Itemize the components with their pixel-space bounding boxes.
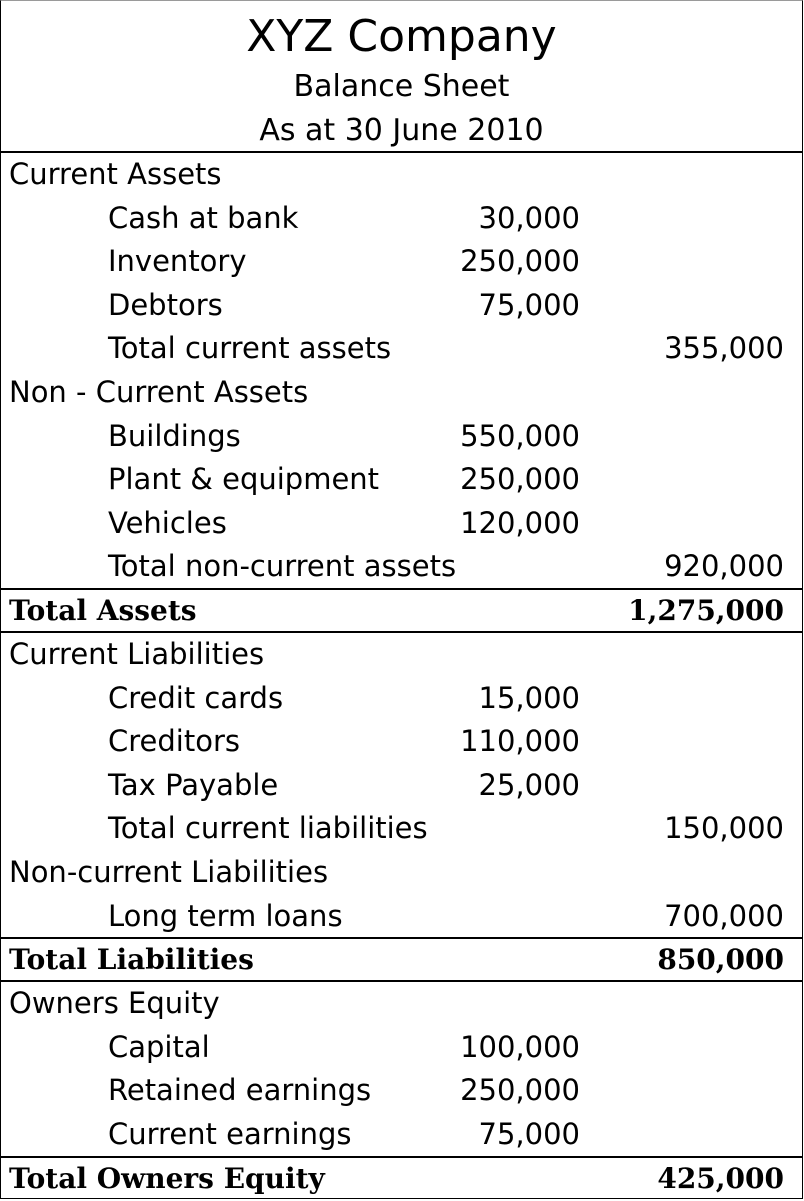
- line-item: Credit cards 15,000: [1, 677, 802, 721]
- subtotal-amount: 150,000: [664, 811, 784, 846]
- line-amount: 75,000: [478, 287, 580, 322]
- line-amount: 120,000: [460, 505, 580, 540]
- line-amount: 250,000: [460, 1073, 580, 1108]
- line-item: Debtors 75,000: [1, 284, 802, 328]
- line-amount: 15,000: [478, 680, 580, 715]
- section-heading-non-current-liabilities: Non-current Liabilities: [9, 855, 329, 889]
- line-amount: 250,000: [460, 244, 580, 279]
- subtotal-amount: 355,000: [664, 331, 784, 366]
- line-amount: 25,000: [478, 767, 580, 802]
- section-heading-owners-equity: Owners Equity: [9, 986, 220, 1020]
- line-item: Inventory 250,000: [1, 240, 802, 284]
- total-owners-equity-row: Total Owners Equity 425,000: [1, 1157, 802, 1201]
- section-heading-current-liabilities: Current Liabilities: [9, 637, 265, 671]
- line-item: Buildings 550,000: [1, 415, 802, 459]
- line-amount: 30,000: [478, 200, 580, 235]
- subtotal-amount: 920,000: [664, 549, 784, 584]
- line-item: Tax Payable 25,000: [1, 764, 802, 808]
- line-item: Creditors 110,000: [1, 720, 802, 764]
- company-name: XYZ Company: [246, 11, 557, 62]
- total-amount: 850,000: [657, 943, 784, 976]
- subtotal-current-liabilities: Total current liabilities 150,000: [1, 807, 802, 851]
- total-amount: 425,000: [657, 1162, 784, 1195]
- line-item: Plant & equipment 250,000: [1, 458, 802, 502]
- line-amount: 110,000: [460, 724, 580, 759]
- line-amount: 100,000: [460, 1029, 580, 1064]
- line-item: Current earnings 75,000: [1, 1113, 802, 1157]
- section-heading-non-current-assets: Non - Current Assets: [9, 375, 309, 409]
- line-amount: 75,000: [478, 1116, 580, 1151]
- line-item: Capital 100,000: [1, 1026, 802, 1070]
- total-assets-row: Total Assets 1,275,000: [1, 589, 802, 633]
- line-item: Vehicles 120,000: [1, 502, 802, 546]
- line-item: Cash at bank 30,000: [1, 197, 802, 241]
- report-title: Balance Sheet: [293, 69, 510, 104]
- subtotal-non-current-assets: Total non-current assets 920,000: [1, 545, 802, 589]
- total-amount: 1,275,000: [628, 594, 784, 627]
- section-heading-current-assets: Current Assets: [9, 157, 222, 191]
- report-date: As at 30 June 2010: [259, 113, 544, 148]
- line-amount: 250,000: [460, 462, 580, 497]
- line-item: Long term loans 700,000: [1, 895, 802, 939]
- line-amount: 700,000: [664, 898, 784, 933]
- total-liabilities-row: Total Liabilities 850,000: [1, 938, 802, 982]
- subtotal-current-assets: Total current assets 355,000: [1, 327, 802, 371]
- line-item: Retained earnings 250,000: [1, 1069, 802, 1113]
- line-amount: 550,000: [460, 418, 580, 453]
